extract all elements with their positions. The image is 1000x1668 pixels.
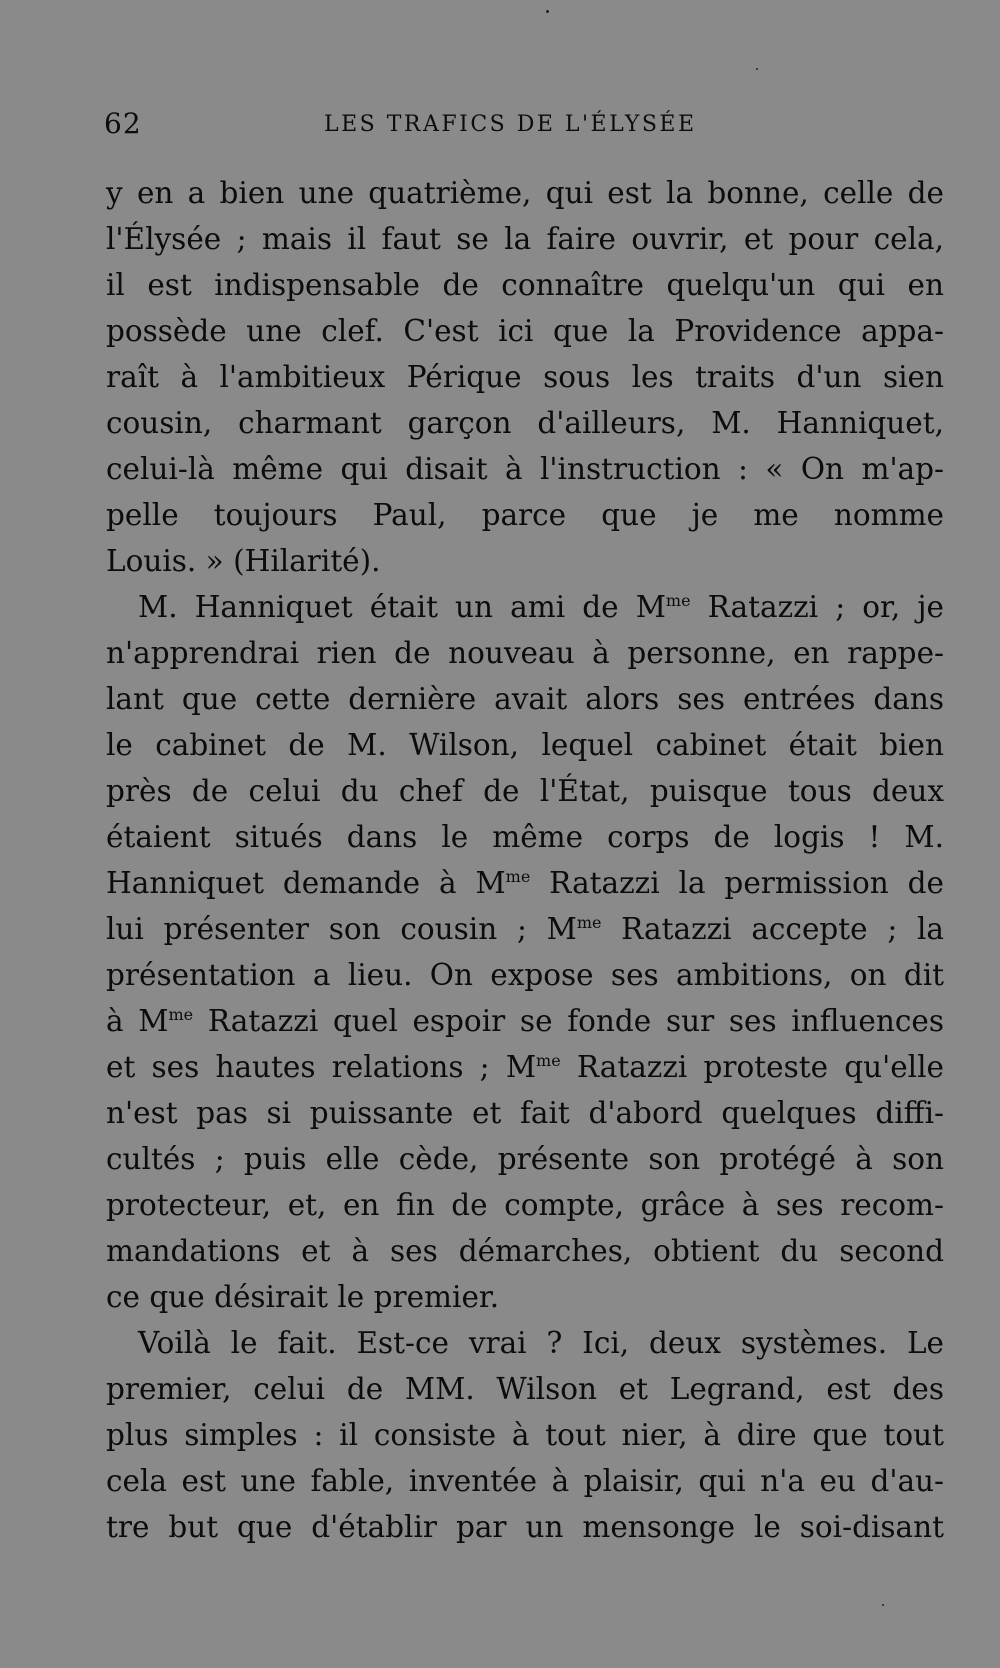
text-line: l'Élysée ; mais il faut se la faire ouvrir, et pour cela,	[106, 222, 944, 256]
text-line: lui présenter son cousin ; $M^{me}$ Ratazzi accepte ; la	[106, 912, 945, 946]
superscript: me	[168, 1005, 194, 1024]
print-speck	[756, 68, 758, 70]
text-line: à $M^{me}$ Ratazzi quel espoir se fonde sur ses influences	[106, 1004, 944, 1038]
running-title: LES TRAFICS DE L'ÉLYSÉE	[324, 112, 697, 137]
text-line: étaient situés dans le même corps de logis ! M.	[106, 820, 944, 854]
superscript: me	[536, 1051, 561, 1070]
text-line: présentation a lieu. On expose ses ambitions, on dit	[106, 958, 944, 992]
text-line: plus simples : il consiste à tout nier, à dire que tout	[106, 1418, 944, 1452]
text-line: cousin, charmant garçon d'ailleurs, M. Hanniquet,	[106, 406, 944, 440]
text-line: premier, celui de MM. Wilson et Legrand, est des	[106, 1372, 944, 1406]
text-line: Louis. » (Hilarité).	[106, 544, 381, 578]
text-line: lant que cette dernière avait alors ses entrées dans	[106, 682, 944, 716]
text-line: le cabinet de M. Wilson, lequel cabinet était bien	[106, 728, 944, 762]
text-line: Voilà le fait. Est-ce vrai ? Ici, deux systèmes. Le	[138, 1326, 944, 1360]
body-text	[106, 170, 944, 1550]
text-line: raît à l'ambitieux Périque sous les traits d'un sien	[106, 360, 944, 394]
text-line: possède une clef. C'est ici que la Providence appa-	[106, 314, 944, 348]
text-line: mandations et à ses démarches, obtient du second	[106, 1234, 944, 1268]
superscript: me	[505, 867, 531, 886]
running-header	[104, 104, 714, 144]
print-speck	[546, 10, 549, 13]
text-line: il est indispensable de connaître quelqu'un qui en	[106, 268, 944, 302]
text-line: et ses hautes relations ; $M^{me}$ Ratazzi proteste qu'elle	[106, 1050, 945, 1084]
superscript: me	[576, 913, 602, 932]
text-line: ce que désirait le premier.	[106, 1280, 500, 1314]
page-number: 62	[104, 107, 142, 140]
text-line: n'est pas si puissante et fait d'abord quelques diffi-	[106, 1096, 944, 1130]
text-line: cela est une fable, inventée à plaisir, qui n'a eu d'au-	[106, 1464, 944, 1498]
print-speck	[882, 1604, 884, 1606]
text-line: y en a bien une quatrième, qui est la bonne, celle de	[106, 176, 944, 210]
text-line: protecteur, et, en fin de compte, grâce à ses recom-	[106, 1188, 944, 1222]
text-line: près de celui du chef de l'État, puisque tous deux	[106, 774, 944, 808]
text-line: M. Hanniquet était un ami de $M^{me}$ Ratazzi ; or, je	[138, 590, 944, 624]
text-line: n'apprendrai rien de nouveau à personne, en rappe-	[106, 636, 944, 670]
text-line: pelle toujours Paul, parce que je me nomme	[106, 498, 944, 532]
text-line: Hanniquet demande à $M^{me}$ Ratazzi la permission de	[106, 866, 944, 900]
text-line: celui-là même qui disait à l'instruction : « On m'ap-	[106, 452, 944, 486]
text-line: tre but que d'établir par un mensonge le soi-disant	[106, 1510, 944, 1544]
text-line: cultés ; puis elle cède, présente son protégé à son	[106, 1142, 944, 1176]
superscript: me	[665, 591, 691, 610]
